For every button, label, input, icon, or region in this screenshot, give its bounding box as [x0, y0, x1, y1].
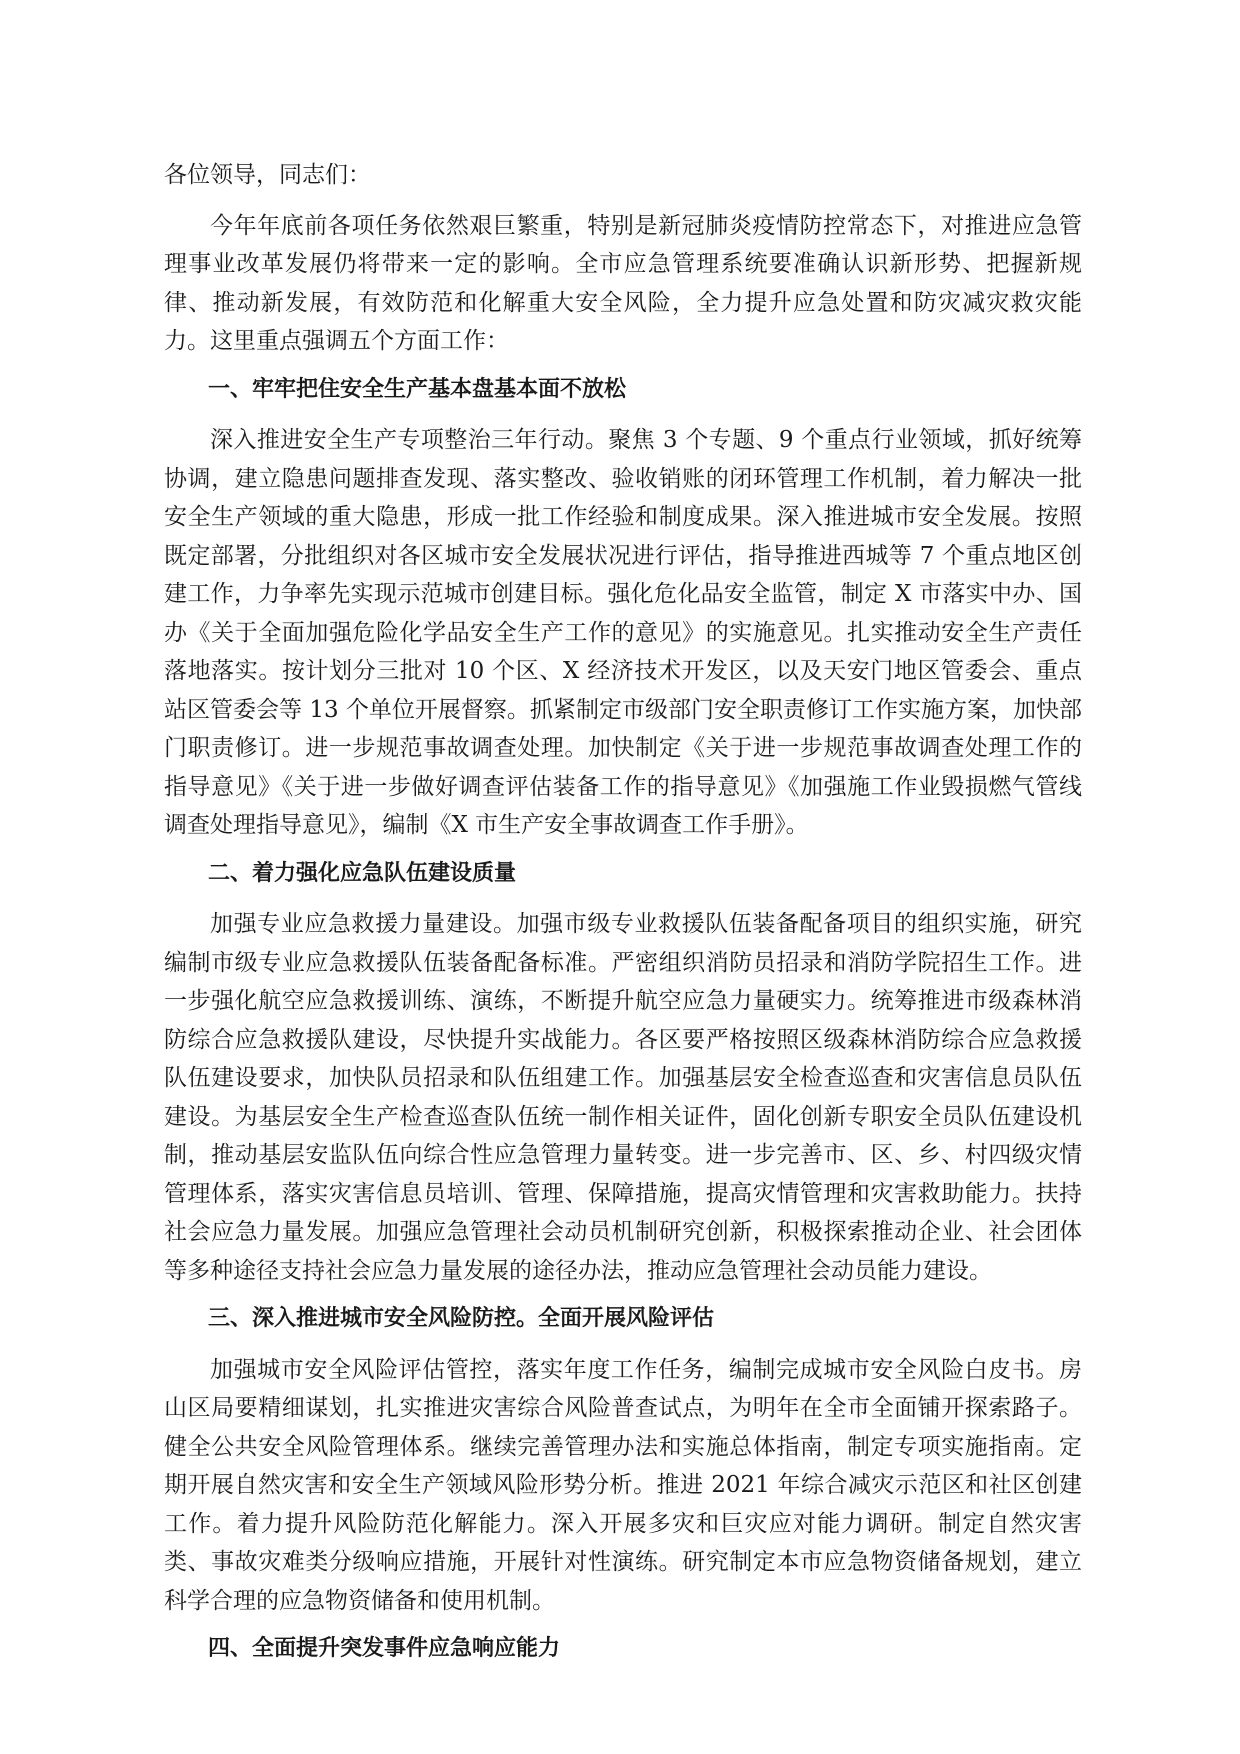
- section-4-heading: 四、全面提升突发事件应急响应能力: [208, 1636, 561, 1661]
- section-2-body: 加强专业应急救援力量建设。加强市级专业救援队伍装备配备项目的组织实施，研究编制市级专业应急救援队伍装备配备标准。严密组织消防员招录和消防学院招生工作。进一步强化航空应急救援训练、演练，不断提升航空应急力量硬实力。统筹推进市级森林消防综合应急救援队建设，尽快提升实战能力。各区要严格按照区级森林消防综合应急救援队伍建设要求，加快队员招录和队伍组建工作。加强基层安全检查巡查和灾害信息员队伍建设。为基层安全生产检查巡查队伍统一制作相关证件，固化创新专职安全员队伍建设机制，推动基层安监队伍向综合性应急管理力量转变。进一步完善市、区、乡、村四级灾情管理体系，落实灾害信息员培训、管理、保障措施，提高灾情管理和灾害救助能力。扶持社会应急力量发展。加强应急管理社会动员机制研究创新，积极探索推动企业、社会团体等多种途径支持社会应急力量发展的途径办法，推动应急管理社会动员能力建设。: [164, 911, 1082, 1284]
- section-3-heading: 三、深入推进城市安全风险防控。全面开展风险评估: [208, 1306, 715, 1331]
- intro-paragraph: 今年年底前各项任务依然艰巨繁重，特别是新冠肺炎疫情防控常态下，对推进应急管理事业改革发展仍将带来一定的影响。全市应急管理系统要准确认识新形势、把握新规律、推动新发展，有效防范和化解重大安全风险，全力提升应急处置和防灾减灾救灾能力。这里重点强调五个方面工作：: [164, 212, 1082, 354]
- document-page: [164, 156, 1082, 1681]
- section-1-body: 深入推进安全生产专项整治三年行动。聚焦 3 个专题、9 个重点行业领域，抓好统筹协调，建立隐患问题排查发现、落实整改、验收销账的闭环管理工作机制，着力解决一批安全生产领域的重大隐患，形成一批工作经验和制度成果。深入推进城市安全发展。按照既定部署，分批组织对各区城市安全发展状况进行评估，指导推进西城等 7 个重点地区创建工作，力争率先实现示范城市创建目标。强化危化品安全监管，制定 X 市落实中办、国办《关于全面加强危险化学品安全生产工作的意见》的实施意见。扎实推动安全生产责任落地落实。按计划分三批对 10 个区、X 经济技术开发区，以及天安门地区管委会、重点站区管委会等 13 个单位开展督察。抓紧制定市级部门安全职责修订工作实施方案，加快部门职责修订。进一步规范事故调查处理。加快制定《关于进一步规范事故调查处理工作的指导意见》《关于进一步做好调查评估装备工作的指导意见》《加强施工作业毁损燃气管线调查处理指导意见》，编制《X 市生产安全事故调查工作手册》。: [164, 427, 1082, 838]
- salutation: 各位领导，同志们：: [164, 162, 371, 188]
- section-3-body: 加强城市安全风险评估管控，落实年度工作任务，编制完成城市安全风险白皮书。房山区局要精细谋划，扎实推进灾害综合风险普查试点，为明年在全市全面铺开探索路子。健全公共安全风险管理体系。继续完善管理办法和实施总体指南，制定专项实施指南。定期开展自然灾害和安全生产领域风险形势分析。推进 2021 年综合减灾示范区和社区创建工作。着力提升风险防范化解能力。深入开展多灾和巨灾应对能力调研。制定自然灾害类、事故灾难类分级响应措施，开展针对性演练。研究制定本市应急物资储备规划，建立科学合理的应急物资储备和使用机制。: [164, 1356, 1082, 1614]
- section-1-heading: 一、牢牢把住安全生产基本盘基本面不放松: [208, 376, 627, 402]
- section-2-heading: 二、着力强化应急队伍建设质量: [208, 860, 517, 886]
